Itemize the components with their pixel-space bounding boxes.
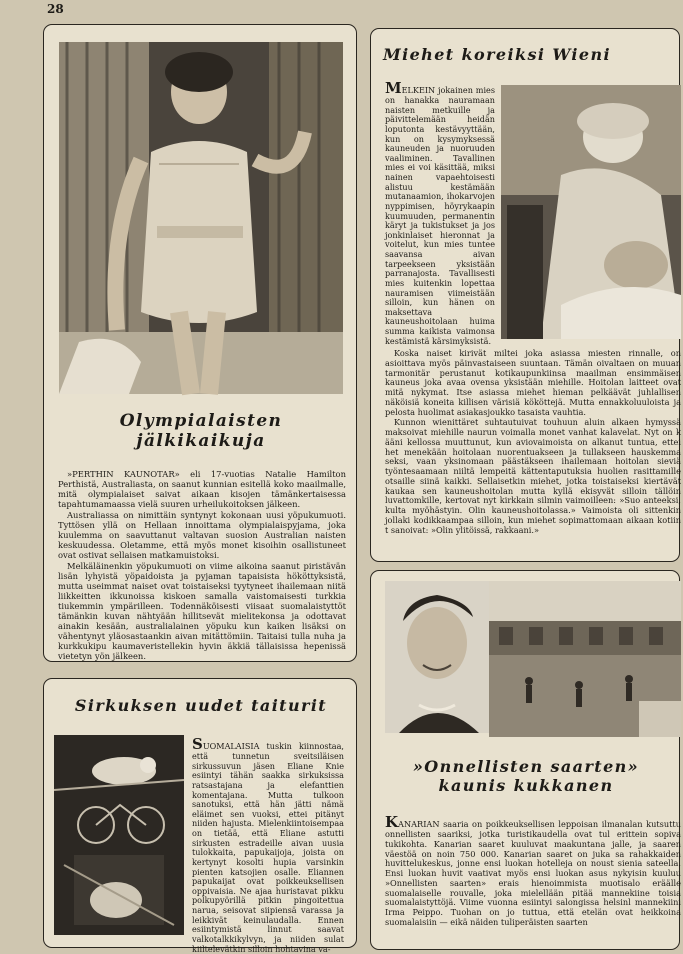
canary-headline (371, 757, 681, 795)
canary-body (385, 815, 681, 945)
vienna-column-text: ELKEIN jokainen mies on hanakka nauramaan naisten metkuille ja päivittelemään heidän loputonta kestävyyttään, kun on kysymyksessä kauneuden ja nuoruuden vaaliminen. Tavallinen mies ei voi käsittää, miksi nainen vapaehtoisesti alistuu kestämään mutanaamion, ihokarvojen nyppimisen, höyrykaapin kuumuuden, permanentin käryt ja tukistukset ja jos jonkinlaiset hieronnat ja voitelut, kun mies tuntee saavansa aivan tarpeekseen yksistään parranajosta. Tavallisesti mies kuitenkin lopettaa nauramisen viimeistään silloin, kun hänen on maksettava kauneushoitolaan huima summa kaikista vaimonsa kestämistä kärsimyksistä. (385, 85, 495, 346)
canary-paragraph-1 (385, 815, 681, 928)
circus-paragraph-text: UOMALAISIA tuskin kiinnostaa, että tunnetun sveitsiläisen sirkussuvun jäsen Eliane Knie esiintyi tähän saakka sirkuksissa ratsastajana ja elefanttien komentajana. Mutta tulkoon sanotuksi, että hän jätti nämä eläimet sen vuoksi, ettei pitänyt niiden hajusta. Mielenkiintoisempaa on tietää, että Eliane astutti sirkusten estradeille aivan uusia tulokkaita, papukaijoja, joista on kertynyt kosolti hupia varsinkin pienten katsojien osalle. Eliannen papukaijat ovat poikkeuksellisen oppivaisia. Ne ajaa huristavat pikku polkupyörillä pitkin pingoitettua narua, seisovat siipiensä varassa ja leikkivät keinulaudalla. Ennen esiintymistä linnut saavat valkotalkkikylvyn, ja niiden sulat kiiltelevätkin silloin hohtavina va- (192, 741, 344, 954)
vienna-wide-paragraph-1: Koska naiset kirivät miltei joka asiassa miesten rinnalle, on asioittava myös päinvastaiseen suuntaan. Tämän oivaltaen on muuan tarmonitär perustanut kotikaupunkiinsa maailman ensimmäisen kauneus joka avaa ovensa yksistään miehille. Hoitolan laitteet ovat mitä nykymat. Itse asiassa miehet hieman pelkäävät juhlallisen näköisiä koneita killisen värisiä kököttejä. Mutta ennakkoluuloista ja pelosta huolimat asiakasjoukko tasaista vauhtia. (385, 348, 681, 417)
seaside-promenade-photo (489, 581, 681, 737)
mens-beauty-salon-photo (501, 85, 681, 339)
olympic-article (43, 24, 357, 662)
olympic-paragraph-3: Melkäläinenkin yöpukumuoti on viime aikoina saanut piristävän lisän lyhyistä yöpaidoista ja pyjaman tapaisista hököttyksistä, mutta useimmat naiset ovat toistaiseksi tyytyneet ihailemaan niitä liikkeitten ikkunoissa kiskoen samalla vaistomaisesti turkkia tiukemmin ympärilleen. Todennäköisesti viisaat suomalaistyttöt tämänkin kuvan nähtyään hillitsevät mielitekonsa ja odottavat ainakin kesään, australialainen yöpuku kun kaiken lisäksi on vähentynyt yläosastaankin aivan mitättömiin. Taitaisi tulla nuha ja kurkkukipu kaumaveristellekin hyvin äkkiä tällaisissa hepenissä vietetyn yön jälkeen. (58, 561, 346, 661)
canary-article (370, 570, 680, 950)
circus-body (192, 735, 344, 954)
olympic-headline (44, 411, 358, 452)
woman-portrait-photo (385, 581, 489, 733)
circus-article (43, 678, 357, 954)
olympic-paragraph-1: »PERTHIN KAUNOTAR» eli 17-vuotias Natalie Hamilton Perthistä, Australiasta, on saanut kunnian esitellä koko maailmalle, mitä olympialaiset saivat aikaan kisojen tämänkertaisessa tapahtumamaassa vielä suuren urheilukoitoksen jälkeen. (58, 469, 346, 509)
olympic-paragraph-2: Australiassa on nimittäin syntynyt kokonaan uusi yöpukumuoti. Tyttösen yllä on Hellaan innoittama olympialaispyjama, joka kuulemma on saavuttanut valtavan suosion Australian naisten keskuudessa. Oletamme, että myös monet kisoihin osallistuneet ovat ostivat sellaisen matkamuistoksi. (58, 510, 346, 560)
canary-dropcap: K (385, 813, 399, 831)
vienna-column-body (385, 81, 495, 375)
circus-headline: Sirkuksen uudet taiturit (74, 696, 328, 715)
olympic-headline-line2: jälkikaikuja (136, 431, 266, 452)
canary-headline-line2: kaunis kukkanen (438, 776, 614, 796)
circus-paragraph-1 (192, 737, 344, 954)
vienna-column-paragraph (385, 81, 495, 346)
parrot-bicycle-photo (54, 735, 184, 935)
vienna-article (370, 28, 680, 562)
vienna-wide-body (385, 349, 681, 557)
nightwear-model-photo (59, 42, 343, 394)
vienna-dropcap: M (385, 79, 402, 97)
olympic-headline-line1: Olympialaisten (119, 411, 283, 431)
canary-paragraph-text: ANARIAN saaria on poikkeuksellisen leppoisan ilmanalan kutsuttu onnellisten saariksi, jotka turistikaudella ovat tul erittein sopiva tukikohta. Kanarian saaret kuuluvat maakuntana jalle, ja saaren väestöä on noin 750 000. Kanarian saaret on juka sa rahakkaiden huvittelukeskus, jonne ensi luokan hotelleja on noust sienia sateella. Ensi luokan huvit vaativat myös ensi luokan asus nykyisin kuuluu »Onnellisten saarten» erais hienoimmista muotisalo eräälle suomalaiselle rouvalle, joka mielellään pitää mannekiine toisia suomalaistyttöjä. Viime vuonna esiintyi salongissa helsinl mannekiini Irma Peippo. Tuohan on jo tuttua, että etelän ovat heikkoina suomalaisiin — eikä näiden tuliperäisten saarten (385, 819, 681, 927)
canary-headline-line1: »Onnellisten saarten» (412, 757, 640, 776)
vienna-wide-paragraph-2: Kunnon wienittäret suhtautuivat touhuun aluin alkaen hymyssä maksoivat miehille naurun voimalla monet vanhat kalavelat. Nyt on k ääni kellossa muuttunut, kun aviovaimoista on alkanut tuntua, ettei het menekään hoitolaan nuorentuakseen ja tullakseen hauskemma seksi, vaan yksinomaan päästäkseen ihailemaan hoitolan sieviä työntesaamaan niiltä lempeitä kättentaputuksia huolien rasittamille otsaille siinä kaikki. Sellaisetkin miehet, jotka toistaiseksi kiertävät kaukaa sen kauneushoitolan mutta kyllä ekisyvät silloin tällöin luvattomkille, kertovat nyt kirkkain silmin vaimoilleen: »Suo anteeksi, kulta myöhästyin. Olin kauneushoitolassa.» Vaimoista oli sittenkin jollaki kodikkaampaa silloin, kun miehet sopimattomaan aikaan kotiin t sanoivat: »Olin ylitöissä, rakkaani.» (385, 417, 681, 535)
page-number: 28 (47, 2, 64, 16)
circus-dropcap: S (192, 735, 203, 753)
vienna-headline: Miehet koreiksi Wieni (383, 45, 611, 64)
olympic-body (58, 469, 346, 661)
